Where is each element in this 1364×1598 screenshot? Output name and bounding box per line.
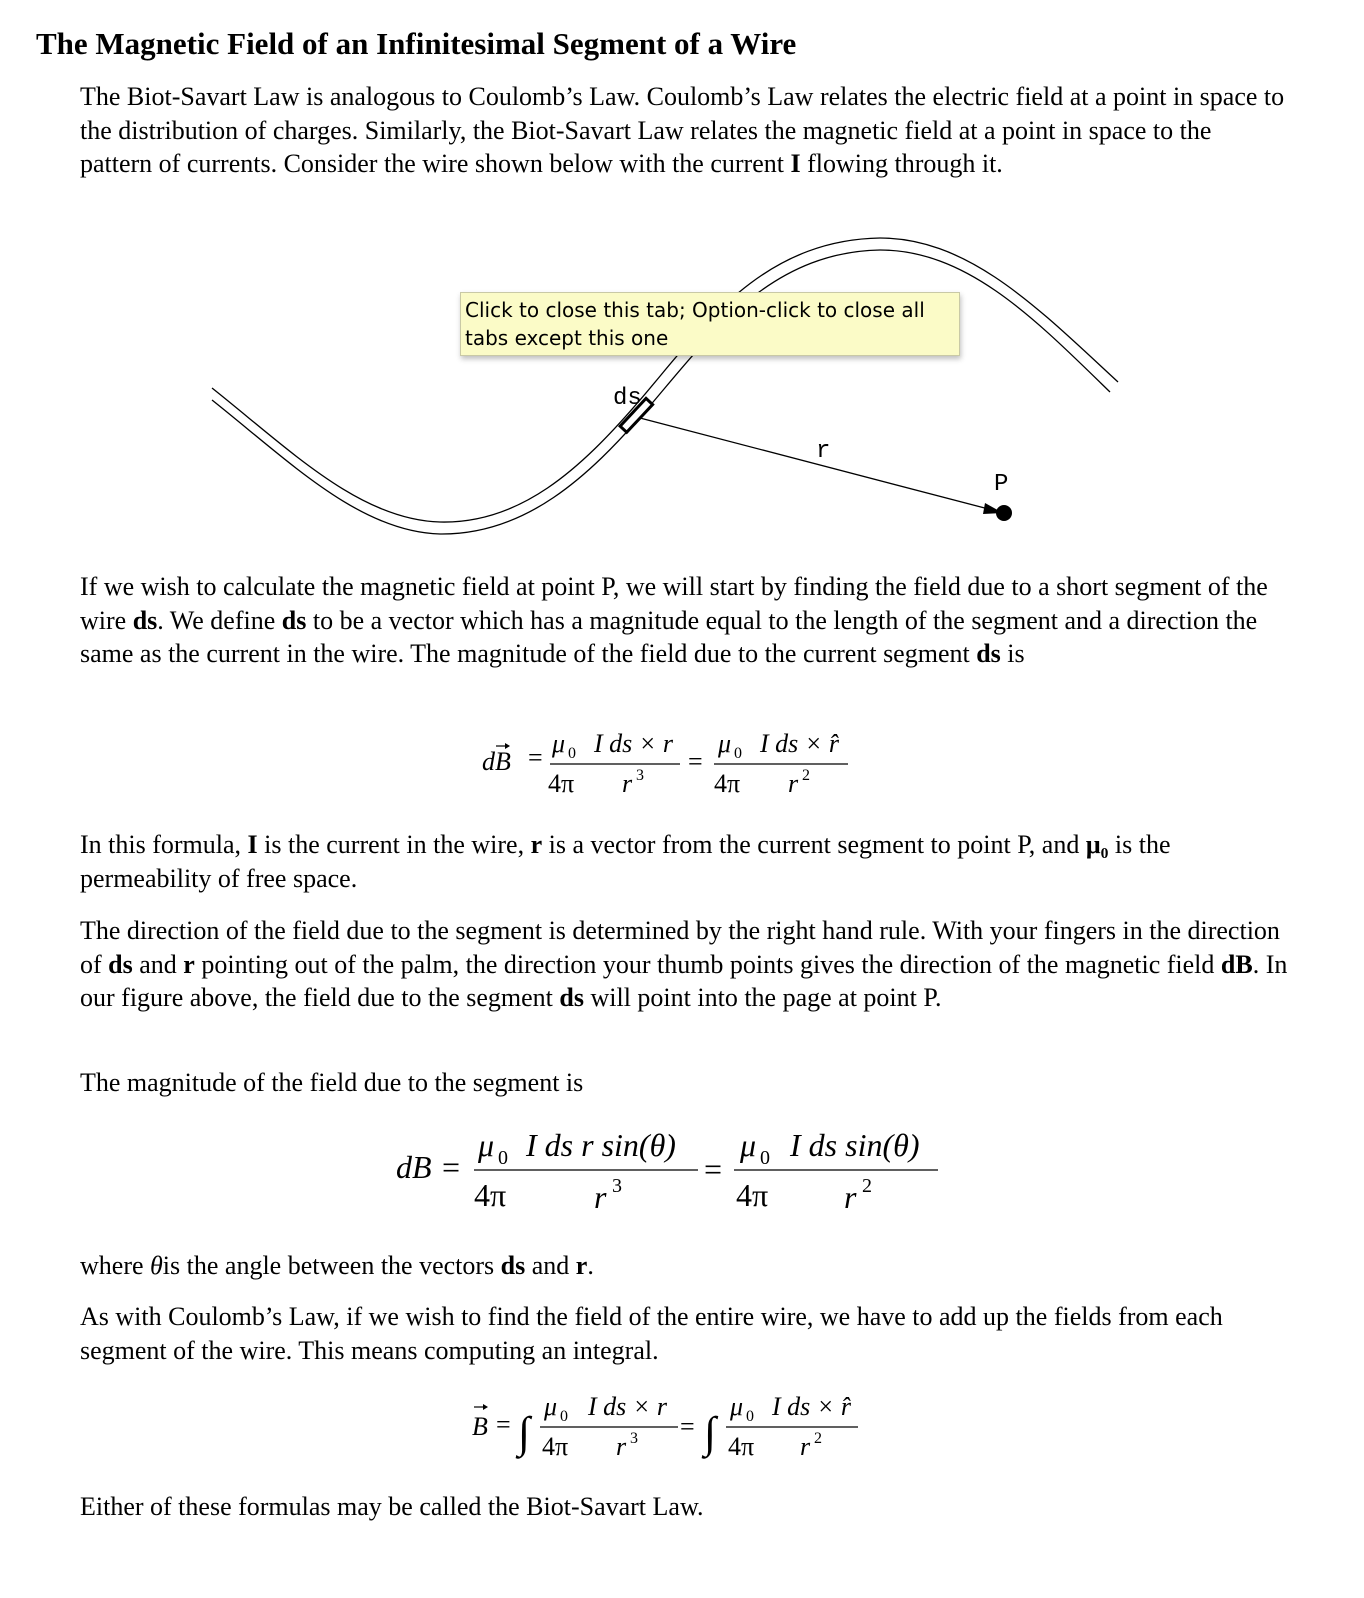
eq1-exp3: 3 xyxy=(636,767,644,784)
eq1-numerator-1: I ds × r xyxy=(594,729,673,758)
para3-text-4: is the permeability of free space. xyxy=(80,830,1171,893)
eq1-sub0-1: 0 xyxy=(568,745,576,762)
eq2-r-2: r xyxy=(844,1179,857,1215)
para2-text-3: to be a vector which has a magnitude equal to the length of the segment and a direction the same as the current in the wire. The magnitude of the field due to the current segment xyxy=(80,605,1258,668)
eq1-equals-2: = xyxy=(688,747,703,776)
para4-bold-4: ds xyxy=(559,983,584,1012)
close-tab-tooltip: Click to close this tab; Option-click to close all tabs except this one xyxy=(460,292,960,356)
eq2-equals-1: = xyxy=(442,1149,461,1185)
eq2-mu-2: μ xyxy=(740,1127,757,1163)
equation-magnitude-dB xyxy=(390,1118,950,1218)
eq2-4pi-2: 4π xyxy=(736,1177,769,1213)
para2-bold-3: ds xyxy=(976,639,1001,668)
para4-text-3: pointing out of the palm, the direction your thumb points gives the direction of the magnetic field xyxy=(194,949,1221,979)
para2-text-1: If we wish to calculate the magnetic field at point P, we will start by finding the field due to a short segment of the wire xyxy=(80,572,1268,635)
paragraph-conclusion: Either of these formulas may be called the Biot-Savart Law. xyxy=(80,1492,704,1521)
eq1-4pi-1: 4π xyxy=(548,769,575,798)
eq2-r-1: r xyxy=(594,1179,607,1215)
eq2-exp2: 2 xyxy=(862,1175,872,1197)
eq2-exp3: 3 xyxy=(612,1175,622,1197)
label-r: r xyxy=(816,438,831,465)
eq3-4pi-2: 4π xyxy=(728,1432,755,1461)
paragraph-magnitude: The magnitude of the field due to the segment is xyxy=(80,1068,584,1097)
para6-theta: θ xyxy=(150,1251,163,1280)
para2-bold-1: ds xyxy=(132,605,158,635)
para3-text-2: is the current in the wire, xyxy=(257,830,531,859)
para6-bold-1: ds xyxy=(500,1251,526,1280)
paragraph-theta-definition xyxy=(80,1249,1290,1283)
intro-text-2: flowing through it. xyxy=(800,149,1003,178)
para4-bold-3: dB xyxy=(1220,949,1253,979)
para6-bold-2: r xyxy=(575,1251,588,1280)
wire-outer-edge xyxy=(212,238,1118,522)
eq1-exp2: 2 xyxy=(802,767,810,784)
label-p: P xyxy=(994,471,1009,498)
intro-bold-current: I xyxy=(790,149,801,178)
eq3-numerator-2: I ds × r̂ xyxy=(772,1392,851,1421)
paragraph-segment-definition xyxy=(80,570,1290,671)
eq3-lhs: B xyxy=(472,1412,488,1441)
point-p-dot xyxy=(996,505,1012,521)
para4-text-4: . In our figure above, the field due to the segment xyxy=(80,949,1288,1012)
para4-text-5: will point into the page at point P. xyxy=(583,983,942,1012)
eq3-sub0-2: 0 xyxy=(746,1408,754,1425)
para4-text-1: The direction of the field due to the segment is determined by the right hand rule. With your fingers in the direction of xyxy=(80,916,1280,979)
eq3-mu-1: μ xyxy=(544,1392,558,1421)
eq3-r-2: r xyxy=(800,1432,811,1461)
eq3-r-1: r xyxy=(616,1432,627,1461)
wire-figure xyxy=(0,0,1364,560)
eq2-mu-1: μ xyxy=(478,1127,495,1163)
equation-integral-B xyxy=(466,1385,876,1465)
para4-text-2: and xyxy=(132,949,184,979)
eq1-equals-1: = xyxy=(528,743,543,772)
eq3-integral-1: ∫ xyxy=(518,1408,531,1457)
para4-bold-1: ds xyxy=(108,949,133,979)
eq3-exp2: 2 xyxy=(814,1430,822,1447)
eq3-integral-2: ∫ xyxy=(704,1408,717,1457)
eq3-numerator-1: I ds × r xyxy=(588,1392,667,1421)
eq3-mu-2: μ xyxy=(730,1392,744,1421)
para4-bold-2: r xyxy=(183,949,195,979)
eq2-lhs: dB xyxy=(396,1149,432,1185)
eq2-sub0-2: 0 xyxy=(760,1147,770,1169)
eq2-numerator-2: I ds sin(θ) xyxy=(790,1127,920,1163)
eq1-lhs: dB xyxy=(482,747,511,776)
eq2-4pi-1: 4π xyxy=(474,1177,507,1213)
eq3-exp3: 3 xyxy=(630,1430,638,1447)
eq1-mu-2: μ xyxy=(718,729,732,758)
eq2-sub0-1: 0 xyxy=(498,1147,508,1169)
para2-bold-2: ds xyxy=(281,605,307,635)
eq3-equals-2: = xyxy=(680,1412,695,1441)
eq1-mu-1: μ xyxy=(552,729,566,758)
eq1-sub0-2: 0 xyxy=(734,745,742,762)
eq1-4pi-2: 4π xyxy=(714,769,741,798)
eq1-r-1: r xyxy=(622,769,633,798)
paragraph-integral-intro: As with Coulomb’s Law, if we wish to find the field of the entire wire, we have to add up the fields from each segment of the wire. This means computing an integral. xyxy=(80,1302,1223,1365)
eq2-numerator-1: I ds r sin(θ) xyxy=(526,1127,676,1163)
intro-text-1: The Biot-Savart Law is analogous to Coulomb’s Law. Coulomb’s Law relates the electric field at a point in space to the distribution of charges. Similarly, the Biot-Savart Law relates the magnetic field at a point in space to the pattern of currents. Consider the wire shown below with the current xyxy=(80,82,1285,178)
para6-text-3: and xyxy=(525,1251,576,1280)
para6-text-2: is the angle between the vectors xyxy=(162,1251,501,1280)
eq3-4pi-1: 4π xyxy=(542,1432,569,1461)
para6-text-1: where xyxy=(80,1251,151,1280)
eq3-equals-1: = xyxy=(496,1410,511,1439)
paragraph-formula-terms xyxy=(80,828,1290,895)
eq1-r-2: r xyxy=(788,769,799,798)
equation-vector-dB xyxy=(470,720,870,800)
para6-text-4: . xyxy=(587,1251,594,1280)
para3-text-3: is a vector from the current segment to point P, and xyxy=(542,830,1086,859)
vector-r-line xyxy=(640,418,1000,512)
eq1-numerator-2: I ds × r̂ xyxy=(760,729,839,758)
paragraph-right-hand-rule xyxy=(80,914,1290,1015)
para3-bold-1: I xyxy=(247,830,258,859)
eq2-equals-2: = xyxy=(704,1151,723,1187)
para3-text-1: In this formula, xyxy=(80,830,248,859)
page-title: The Magnetic Field of an Infinitesimal Segment of a Wire xyxy=(36,26,797,61)
para3-bold-2: r xyxy=(530,830,543,859)
label-ds: ds xyxy=(613,385,642,412)
para2-text-2: . We define xyxy=(157,605,282,635)
para2-text-4: is xyxy=(1000,639,1025,668)
para3-bold-3: μ₀ xyxy=(1085,830,1109,859)
eq3-sub0-1: 0 xyxy=(560,1408,568,1425)
